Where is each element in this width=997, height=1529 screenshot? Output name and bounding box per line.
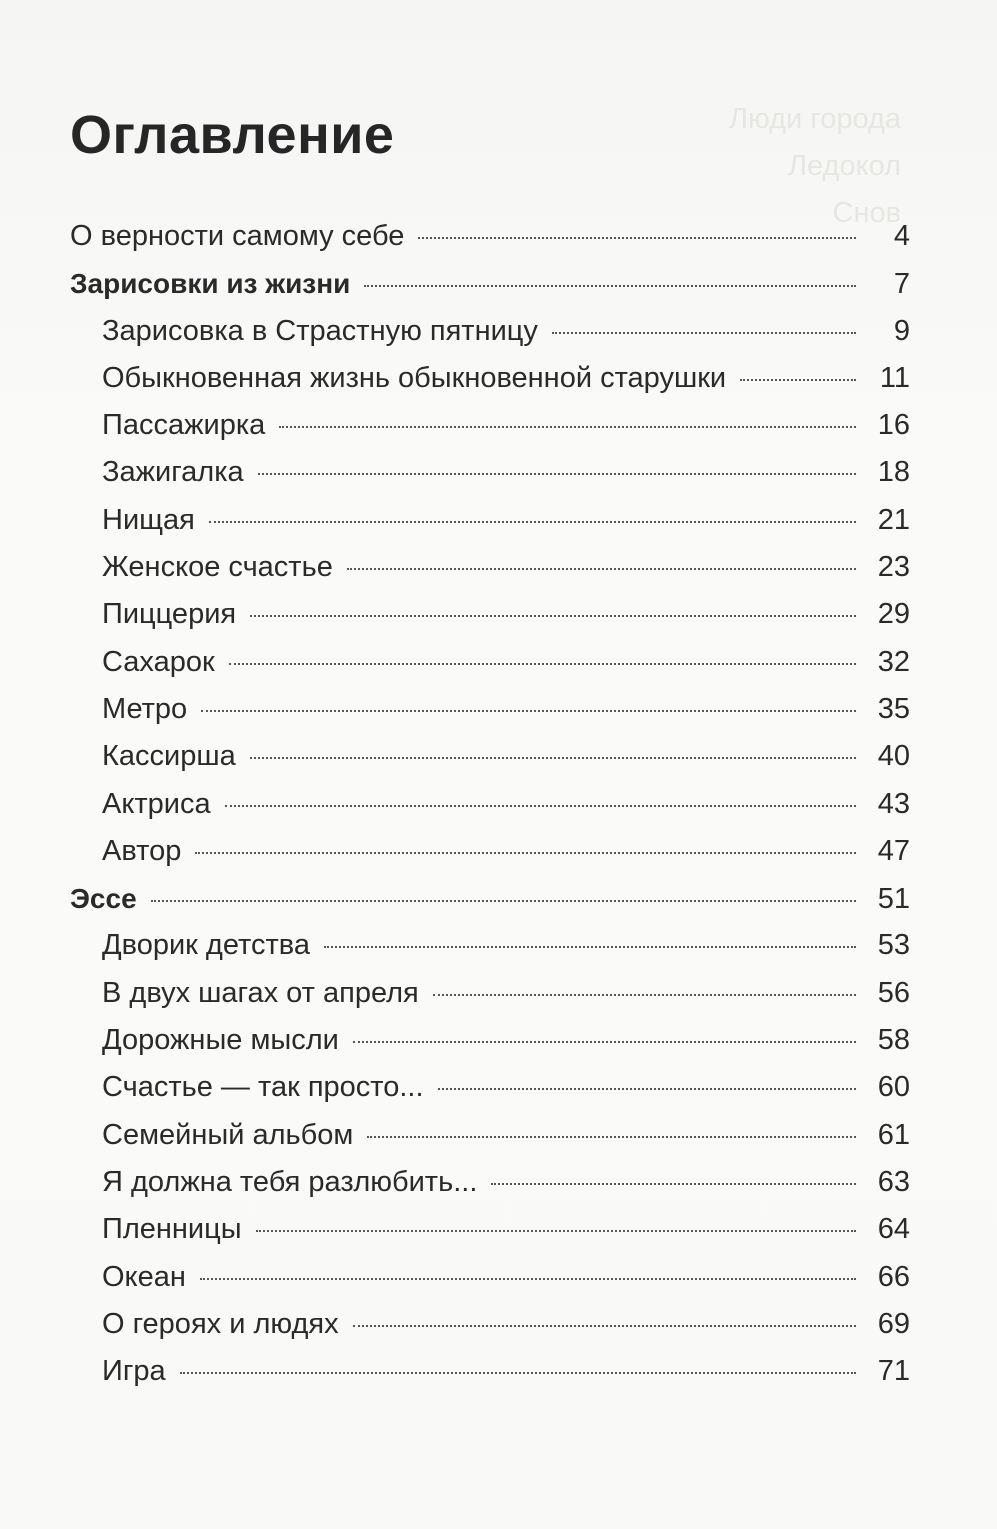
toc-entry-title: Зарисовка в Страстную пятницу (102, 314, 538, 347)
toc-entry-title: Пленницы (102, 1213, 242, 1246)
dot-leader (438, 1088, 856, 1090)
toc-entry (70, 922, 910, 969)
toc-entry-title: Актриса (102, 787, 211, 820)
toc-entry-title: Игра (102, 1355, 166, 1388)
toc-entry (70, 1206, 910, 1253)
toc-entry (70, 544, 910, 591)
toc-entry-title: О героях и людях (102, 1307, 339, 1340)
toc-entry-title: Зажигалка (102, 456, 244, 489)
toc-entry (70, 1301, 910, 1348)
dot-leader (433, 994, 856, 996)
toc-entry-title: Метро (102, 692, 188, 725)
dot-leader (347, 568, 856, 570)
dot-leader (258, 473, 856, 475)
toc-entry-page-number: 58 (877, 1024, 910, 1057)
dot-leader (209, 521, 856, 523)
toc-entry-title: Зарисовки из жизни (70, 268, 351, 300)
dot-leader (491, 1183, 856, 1185)
toc-section-entry (70, 260, 910, 307)
dot-leader (151, 900, 856, 902)
toc-entry (70, 781, 910, 828)
dot-leader (256, 1230, 856, 1232)
dot-leader (180, 1372, 856, 1374)
toc-entry-title: Кассирша (102, 740, 236, 773)
toc-entry-page-number: 32 (877, 645, 910, 678)
toc-entry (70, 402, 910, 449)
toc-entry-page-number: 18 (877, 456, 910, 489)
toc-entry (70, 497, 910, 544)
toc-entry (70, 1064, 910, 1111)
toc-entry-page-number: 21 (877, 503, 910, 536)
toc-entry-page-number: 47 (877, 834, 910, 867)
dot-leader (324, 946, 856, 948)
table-of-contents (70, 213, 910, 1395)
toc-entry-page-number: 16 (877, 409, 910, 442)
toc-entry-title: Океан (102, 1260, 186, 1293)
toc-entry-title: О верности самому себе (70, 220, 405, 252)
toc-entry (70, 1112, 910, 1159)
dot-leader (740, 379, 856, 381)
toc-entry-page-number: 11 (879, 361, 910, 394)
toc-entry-title: Женское счастье (102, 551, 333, 584)
toc-entry (70, 449, 910, 496)
toc-entry-title: В двух шагах от апреля (102, 976, 419, 1009)
toc-entry (70, 970, 910, 1017)
toc-entry-page-number: 61 (877, 1118, 910, 1151)
toc-entry (70, 1254, 910, 1301)
dot-leader (364, 285, 856, 287)
toc-entry-title: Семейный альбом (102, 1118, 354, 1151)
toc-entry (70, 591, 910, 638)
toc-entry (70, 308, 910, 355)
toc-entry-page-number: 53 (877, 929, 910, 962)
toc-entry-page-number: 29 (877, 598, 910, 631)
toc-entry-title: Эссе (70, 883, 137, 915)
toc-entry (70, 1017, 910, 1064)
dot-leader (195, 852, 856, 854)
dot-leader (250, 757, 856, 759)
toc-entry-page-number: 64 (877, 1213, 910, 1246)
toc-entry (70, 828, 910, 875)
toc-entry-page-number: 40 (877, 740, 910, 773)
toc-entry-title: Дорожные мысли (102, 1024, 339, 1057)
toc-entry-title: Пассажирка (102, 409, 266, 442)
dot-leader (552, 332, 856, 334)
toc-entry-page-number: 51 (877, 883, 910, 916)
toc-entry-page-number: 4 (893, 220, 910, 252)
dot-leader (279, 426, 856, 428)
toc-entry-title: Автор (102, 834, 182, 867)
toc-entry-page-number: 60 (877, 1071, 910, 1104)
dot-leader (201, 710, 856, 712)
toc-entry-title: Сахарок (102, 645, 215, 678)
toc-entry-page-number: 23 (877, 551, 910, 584)
bleed-through-line: Ледокол (788, 150, 901, 182)
toc-entry-page-number: 43 (877, 787, 910, 820)
toc-entry-page-number: 9 (893, 314, 910, 347)
dot-leader (367, 1136, 856, 1138)
toc-entry-page-number: 71 (877, 1355, 910, 1388)
dot-leader (229, 663, 856, 665)
bleed-through-line: Люди города (728, 103, 901, 135)
toc-entry (70, 686, 910, 733)
toc-entry-page-number: 35 (877, 692, 910, 725)
dot-leader (250, 615, 856, 617)
page-title: Оглавление (70, 105, 395, 165)
toc-entry (70, 733, 910, 780)
toc-entry (70, 639, 910, 686)
toc-entry-page-number: 69 (877, 1307, 910, 1340)
dot-leader (353, 1325, 856, 1327)
toc-entry-title: Я должна тебя разлюбить... (102, 1165, 478, 1198)
dot-leader (418, 237, 856, 239)
dot-leader (200, 1278, 856, 1280)
toc-entry-page-number: 56 (877, 976, 910, 1009)
toc-entry (70, 1348, 910, 1395)
toc-entry (70, 1159, 910, 1206)
toc-entry-title: Счастье — так просто... (102, 1071, 424, 1104)
bleed-through-line: Снов (832, 197, 901, 229)
toc-entry-title: Пиццерия (102, 598, 237, 631)
dot-leader (353, 1041, 856, 1043)
toc-entry-title: Нищая (102, 503, 195, 536)
toc-entry (70, 355, 910, 402)
toc-entry-page-number: 66 (877, 1260, 910, 1293)
toc-entry-page-number: 7 (893, 268, 910, 301)
toc-entry (70, 213, 910, 260)
toc-section-entry (70, 875, 910, 922)
toc-entry-title: Дворик детства (102, 929, 310, 962)
toc-entry-title: Обыкновенная жизнь обыкновенной старушки (102, 361, 727, 394)
toc-entry-page-number: 63 (877, 1165, 910, 1198)
dot-leader (225, 805, 856, 807)
